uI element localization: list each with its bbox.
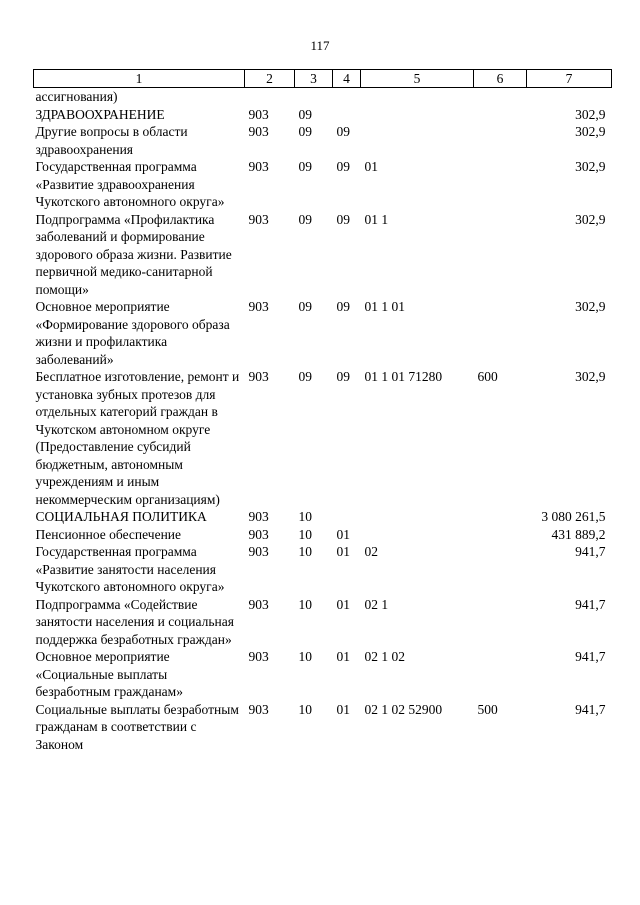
row-admin-code: 903	[248, 649, 269, 664]
table-row	[34, 106, 612, 124]
budget-table	[33, 69, 612, 753]
column-header: 2	[245, 70, 295, 88]
column-header: 6	[474, 70, 527, 88]
row-section-code: 10	[298, 526, 312, 542]
row-subsection-code: 09	[336, 369, 350, 384]
table-row	[34, 211, 612, 299]
row-admin-code: 903	[248, 159, 269, 174]
page-number: 117	[310, 38, 330, 53]
row-amount: 302,9	[575, 211, 606, 227]
table-row	[34, 368, 612, 508]
row-amount	[527, 88, 612, 106]
row-admin-code	[245, 88, 295, 106]
row-subsection-code: 01	[336, 544, 350, 559]
row-expense-code: 600	[477, 369, 498, 384]
row-name: Социальные выплаты безработным гражданам в соответствии с Законом	[35, 701, 239, 752]
row-subsection-code: 01	[336, 649, 350, 664]
row-admin-code: 903	[248, 124, 269, 139]
row-amount: 302,9	[575, 299, 606, 314]
row-name: Бесплатное изготовление, ремонт и установка зубных протезов для отдельных категорий граждан в Чукотском автономном округе (Предоставление субсидий бюджетным, автономным учреждениям и иным некоммерческим организациям)	[35, 369, 240, 507]
table-row	[34, 543, 612, 596]
row-expense-code: 500	[477, 701, 498, 717]
row-subsection-code: 09	[336, 299, 350, 314]
row-amount: 302,9	[575, 159, 606, 174]
row-admin-code: 903	[248, 701, 269, 717]
row-target-code: 02 1 02 52900	[364, 701, 443, 717]
row-admin-code: 903	[248, 369, 269, 384]
row-section-code: 09	[298, 299, 312, 314]
row-subsection-code: 01	[336, 526, 350, 542]
row-section-code: 10	[298, 596, 312, 612]
row-section-code	[295, 88, 333, 106]
row-expense-code	[474, 543, 527, 596]
row-expense-code	[474, 123, 527, 158]
row-amount: 941,7	[575, 544, 606, 559]
row-subsection-code: 01	[336, 596, 350, 612]
row-expense-code	[474, 88, 527, 106]
row-target-code: 02 1 02	[364, 649, 405, 664]
row-name: СОЦИАЛЬНАЯ ПОЛИТИКА	[35, 509, 207, 524]
row-amount: 941,7	[575, 596, 606, 612]
row-expense-code	[474, 526, 527, 544]
row-name: ЗДРАВООХРАНЕНИЕ	[35, 106, 165, 122]
table-row	[34, 526, 612, 544]
row-amount: 941,7	[575, 649, 606, 664]
row-target-code: 01 1 01	[364, 299, 405, 314]
row-name: Другие вопросы в области здравоохранения	[35, 124, 188, 157]
row-name: Подпрограмма «Содействие занятости населения и социальная поддержка безработных граждан»	[35, 596, 234, 647]
column-header: 7	[527, 70, 612, 88]
row-target-code	[361, 106, 474, 124]
row-target-code: 01	[364, 159, 378, 174]
row-admin-code: 903	[248, 299, 269, 314]
row-expense-code	[474, 158, 527, 211]
row-expense-code	[474, 106, 527, 124]
row-target-code	[361, 123, 474, 158]
row-section-code: 09	[298, 369, 312, 384]
row-subsection-code: 09	[336, 124, 350, 139]
table-row	[34, 88, 612, 106]
row-admin-code: 903	[248, 544, 269, 559]
table-row	[34, 596, 612, 649]
row-subsection-code: 09	[336, 211, 350, 227]
row-target-code	[361, 88, 474, 106]
row-section-code: 10	[298, 509, 312, 524]
row-section-code: 09	[298, 159, 312, 174]
table-row	[34, 123, 612, 158]
row-expense-code	[474, 298, 527, 368]
row-section-code: 10	[298, 544, 312, 559]
row-subsection-code	[333, 106, 361, 124]
column-header: 5	[361, 70, 474, 88]
row-section-code: 10	[298, 649, 312, 664]
table-row	[34, 158, 612, 211]
row-subsection-code	[333, 88, 361, 106]
row-expense-code	[474, 211, 527, 299]
row-admin-code: 903	[248, 106, 269, 122]
row-amount: 302,9	[575, 369, 606, 384]
row-amount: 3 080 261,5	[541, 509, 606, 524]
row-target-code: 02	[364, 544, 378, 559]
row-amount: 302,9	[575, 106, 606, 122]
column-header: 1	[34, 70, 245, 88]
table-body	[34, 88, 612, 754]
row-name: Подпрограмма «Профилактика заболеваний и формирование здорового образа жизни. Развитие первичной медико-санитарной помощи»	[35, 211, 232, 297]
row-admin-code: 903	[248, 211, 269, 227]
row-admin-code: 903	[248, 596, 269, 612]
row-target-code	[361, 508, 474, 526]
row-name: ассигнования)	[35, 89, 118, 104]
row-section-code: 09	[298, 124, 312, 139]
row-name: Государственная программа «Развитие здравоохранения Чукотского автономного округа»	[35, 159, 225, 209]
column-header: 3	[295, 70, 333, 88]
row-name: Основное мероприятие «Социальные выплаты безработным гражданам»	[35, 649, 183, 699]
row-expense-code	[474, 596, 527, 649]
table-row	[34, 648, 612, 701]
row-subsection-code	[333, 508, 361, 526]
row-target-code: 02 1	[364, 596, 389, 612]
row-expense-code	[474, 648, 527, 701]
row-subsection-code: 01	[336, 701, 350, 717]
row-name: Основное мероприятие «Формирование здорового образа жизни и профилактика заболеваний»	[35, 299, 230, 367]
row-amount: 302,9	[575, 124, 606, 139]
table-row	[34, 298, 612, 368]
row-name: Государственная программа «Развитие занятости населения Чукотского автономного округа»	[35, 544, 225, 594]
table-row	[34, 508, 612, 526]
row-section-code: 09	[298, 106, 312, 122]
row-target-code: 01 1 01 71280	[364, 369, 443, 384]
table-row	[34, 701, 612, 754]
row-expense-code	[474, 508, 527, 526]
header-row	[34, 70, 612, 88]
row-admin-code: 903	[248, 526, 269, 542]
row-amount: 941,7	[575, 701, 606, 717]
column-header: 4	[333, 70, 361, 88]
row-subsection-code: 09	[336, 159, 350, 174]
row-section-code: 10	[298, 701, 312, 717]
row-name: Пенсионное обеспечение	[35, 526, 182, 542]
row-target-code	[361, 526, 474, 544]
row-amount: 431 889,2	[551, 526, 606, 542]
row-section-code: 09	[298, 211, 312, 227]
row-admin-code: 903	[248, 509, 269, 524]
row-target-code: 01 1	[364, 211, 389, 227]
